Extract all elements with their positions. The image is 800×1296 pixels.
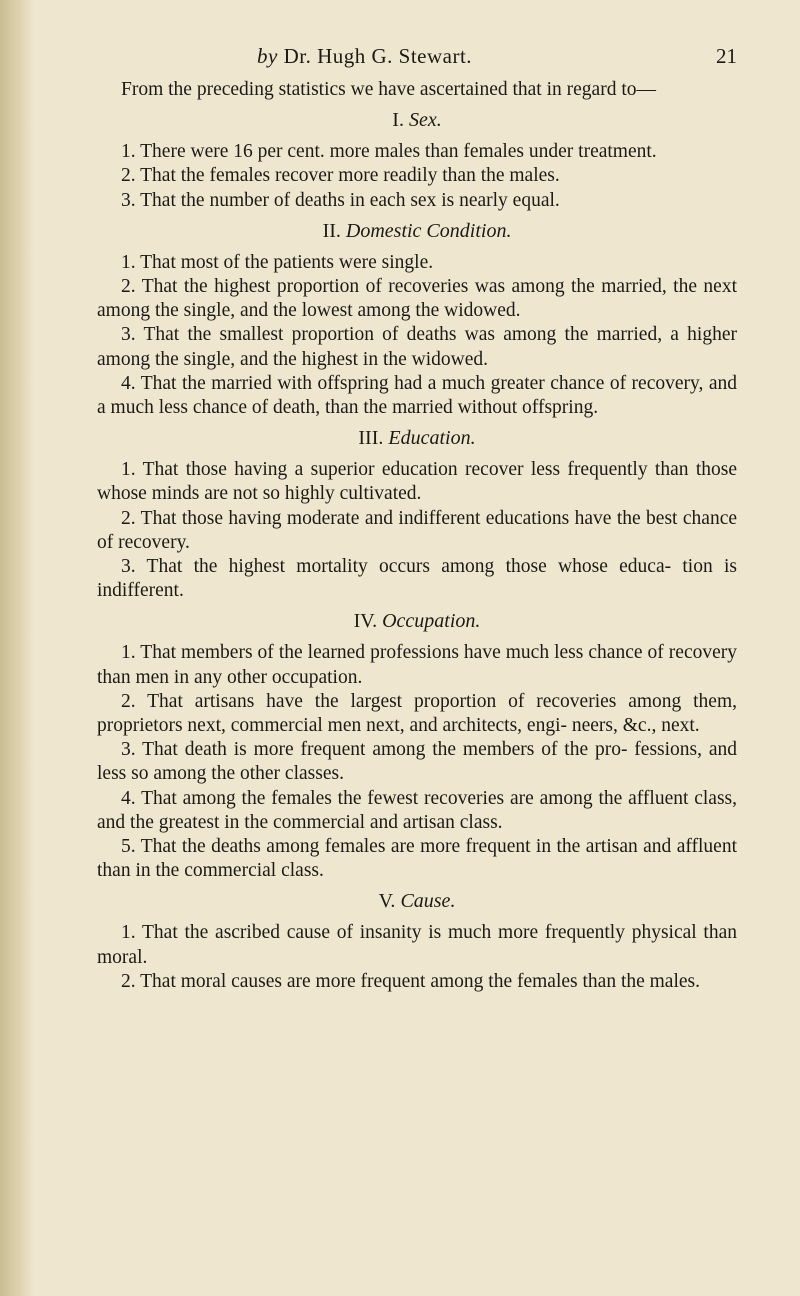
section-heading <box>97 108 737 132</box>
list-item: 1. That most of the patients were single. <box>121 251 434 273</box>
section-heading <box>97 219 737 243</box>
section-heading <box>97 426 737 450</box>
section-title: Occupation. <box>382 610 481 633</box>
author-name: Dr. Hugh G. Stewart. <box>283 44 473 68</box>
intro-paragraph: From the preceding statistics we have ascertained that in regard to— <box>121 79 656 100</box>
list-item: 1. There were 16 per cent. more males than females under treatment. <box>121 141 657 163</box>
list-item: 2. That artisans have the largest proportion of recoveries among them, proprietors next, commercial men next, and architects, engi- neers, &c., next. <box>97 690 737 737</box>
list-item: 4. That among the females the fewest recoveries are among the affluent class, and the greatest in the commercial and artisan class. <box>97 787 737 833</box>
list-item: 5. That the deaths among females are more frequent in the artisan and affluent than in the commercial class. <box>97 836 737 882</box>
list-item: 1. That those having a superior education recover less frequently than those whose minds are not so highly cultivated. <box>97 459 737 505</box>
section-cause <box>97 889 737 994</box>
page-edge-shadow <box>0 0 34 1296</box>
list-item: 3. That the highest mortality occurs among those whose educa- tion is indifferent. <box>97 556 737 602</box>
section-title: Sex. <box>408 109 442 132</box>
book-page <box>97 44 737 1000</box>
list-item: 2. That those having moderate and indifferent educations have the best chance of recovery. <box>97 507 737 553</box>
section-title: Cause. <box>400 890 456 913</box>
section-numeral: V. <box>378 890 396 913</box>
list-item: 1. That members of the learned professions have much less chance of recovery than men in any other occupation. <box>97 642 737 688</box>
section-numeral: III. <box>358 427 384 450</box>
section-numeral: I. <box>392 109 404 132</box>
section-domestic-condition <box>97 219 737 420</box>
section-numeral: IV. <box>353 610 378 633</box>
section-occupation <box>97 609 737 883</box>
list-item: 3. That the smallest proportion of deaths was among the married, a higher among the single, and the highest in the widowed. <box>97 324 737 370</box>
body-text <box>97 78 737 994</box>
list-item: 4. That the married with offspring had a much greater chance of recovery, and a much less chance of death, than the married without offspring. <box>97 372 737 419</box>
running-head-title <box>257 44 472 69</box>
list-item: 2. That the females recover more readily than the males. <box>121 165 560 187</box>
section-education <box>97 426 737 603</box>
list-item: 3. That death is more frequent among the members of the pro- fessions, and less so among the other classes. <box>97 739 737 785</box>
list-item: 1. That the ascribed cause of insanity is much more frequently physical than moral. <box>97 922 737 968</box>
list-item: 3. That the number of deaths in each sex is nearly equal. <box>121 189 560 211</box>
section-heading <box>97 609 737 633</box>
section-heading <box>97 889 737 913</box>
list-item: 2. That moral causes are more frequent among the females than the males. <box>121 970 701 992</box>
running-head <box>97 44 737 78</box>
list-item: 2. That the highest proportion of recoveries was among the married, the next among the single, and the lowest among the widowed. <box>97 276 737 322</box>
page-number: 21 <box>716 44 737 68</box>
author-prefix: by <box>257 44 278 68</box>
section-title: Education. <box>388 427 476 450</box>
section-sex <box>97 108 737 213</box>
section-title: Domestic Condition. <box>345 219 512 242</box>
section-numeral: II. <box>322 219 341 242</box>
